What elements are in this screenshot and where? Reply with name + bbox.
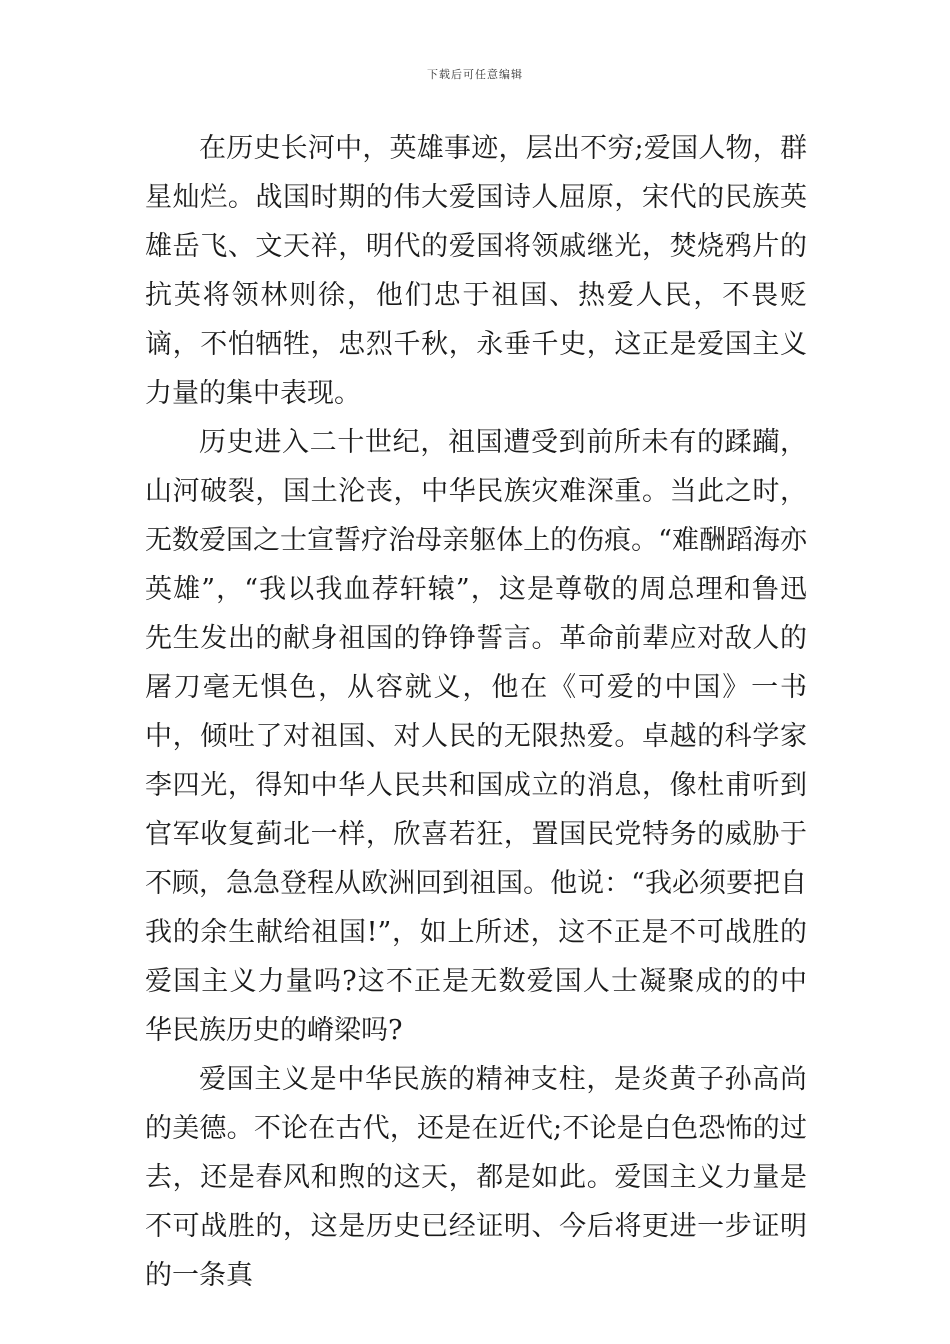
paragraph-2: 历史进入二十世纪，祖国遭受到前所未有的蹂躏，山河破裂，国土沦丧，中华民族灾难深重。当此之时，无数爱国之士宣誓疗治母亲躯体上的伤痕。“难酬蹈海亦英雄”，“我以我血荐轩辕”，这是尊敬的周总理和鲁迅先生发出的献身祖国的铮铮誓言。革命前辈应对敌人的屠刀毫无惧色，从容就义，他在《可爱的中国》一书中，倾吐了对祖国、对人民的无限热爱。卓越的科学家李四光，得知中华人民共和国成立的消息，像杜甫听到官军收复蓟北一样，欣喜若狂，置国民党特务的威胁于不顾，急急登程从欧洲回到祖国。他说：“我必须要把自我的余生献给祖国!”，如上所述，这不正是不可战胜的爱国主义力量吗?这不正是无数爱国人士凝聚成的的中华民族历史的嵴梁吗? bbox=[145, 427, 807, 1046]
paragraph-3: 爱国主义是中华民族的精神支柱，是炎黄子孙高尚的美德。不论在古代，还是在近代;不论是白色恐怖的过去，还是春风和煦的这天，都是如此。爱国主义力量是不可战胜的，这是历史已经证明、今后将更进一步证明的一条真 bbox=[145, 1064, 807, 1291]
paragraph-1: 在历史长河中，英雄事迹，层出不穷;爱国人物，群星灿烂。战国时期的伟大爱国诗人屈原，宋代的民族英雄岳飞、文天祥，明代的爱国将领戚继光，焚烧鸦片的抗英将领林则徐，他们忠于祖国、热爱人民，不畏贬谪，不怕牺牲，忠烈千秋，永垂千史，这正是爱国主义力量的集中表现。 bbox=[145, 133, 807, 409]
header-note: 下载后可任意编辑 bbox=[427, 68, 523, 81]
document-body bbox=[145, 124, 807, 1300]
